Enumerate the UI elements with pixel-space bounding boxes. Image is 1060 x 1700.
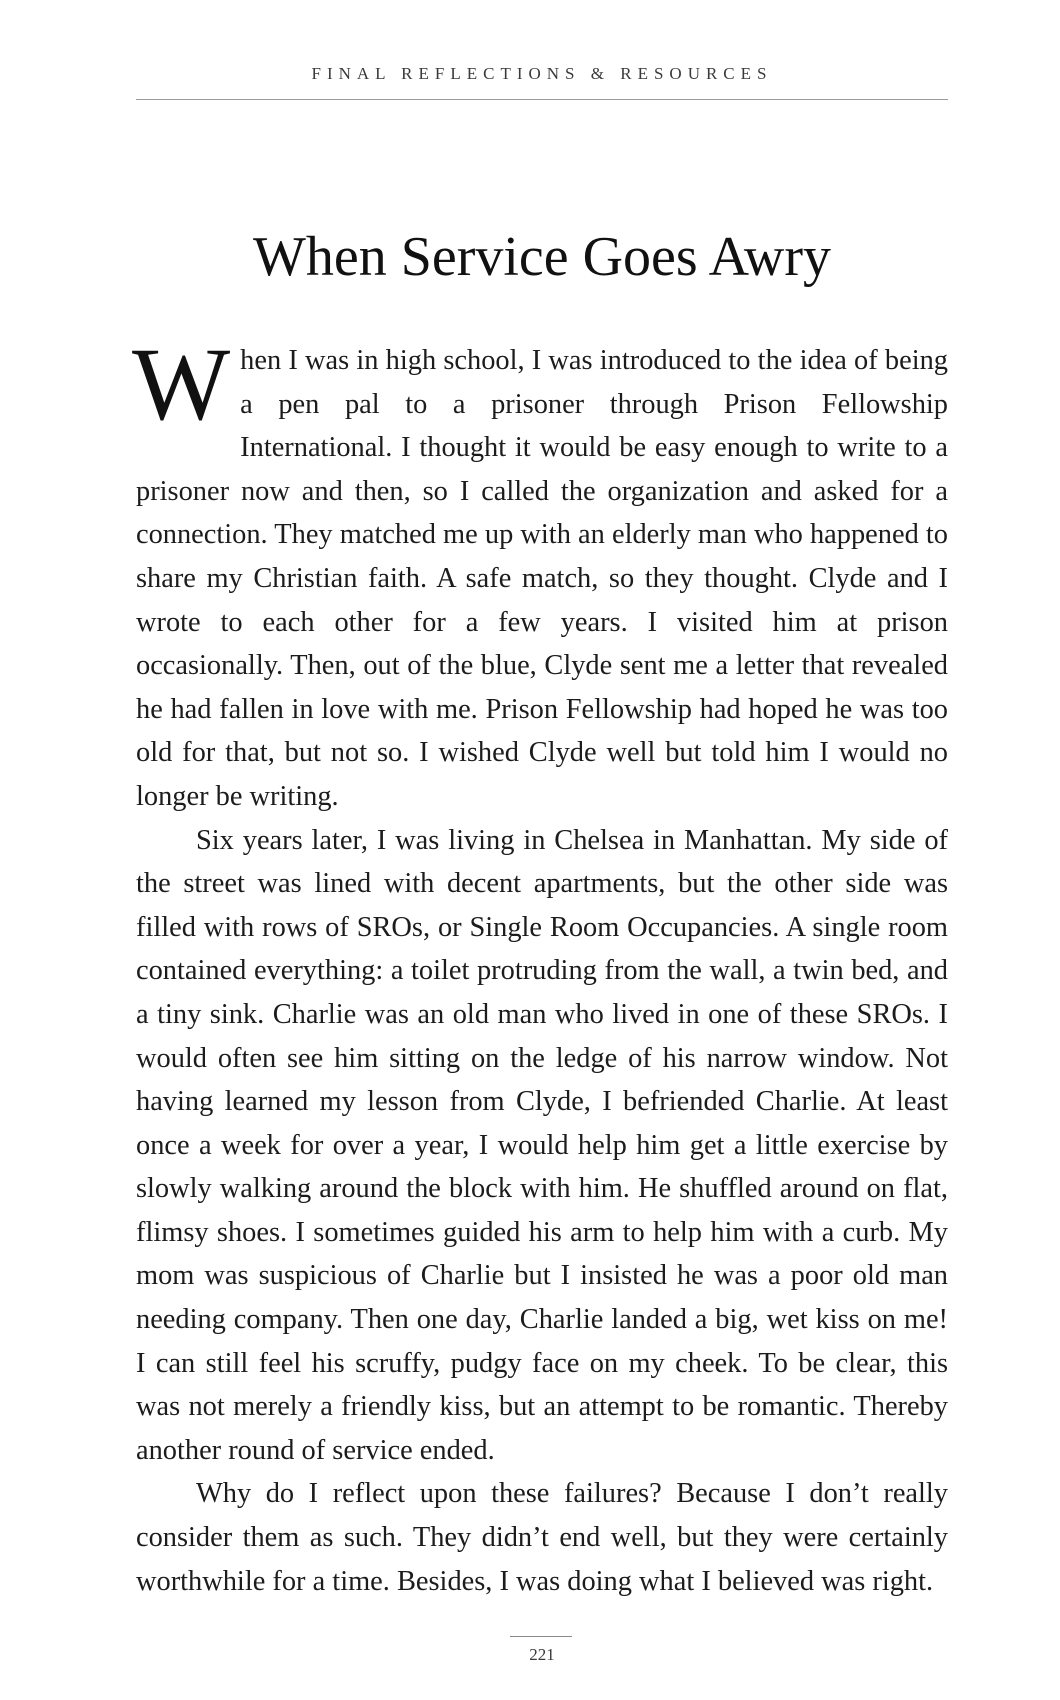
drop-cap: W (132, 327, 231, 442)
page-number: 221 (529, 1645, 555, 1664)
running-head: FINAL REFLECTIONS & RESOURCES (311, 64, 773, 83)
folio-rule (510, 1636, 572, 1637)
paragraph-2: Six years later, I was living in Chelsea in Manhattan. My side of the street was lined with decent apartments, but the other side was filled with rows of SROs, or Single Room Occupancies. A single room contained everything: a toilet protruding from the wall, a twin bed, and a tiny sink. Charlie was an old man who lived in one of these SROs. I would often see him sitting on the ledge of his narrow window. Not having learned my lesson from Clyde, I befriended Charlie. At least once a week for over a year, I would help him get a little exercise by slowly walking around the block with him. He shuffled around on flat, flimsy shoes. I sometimes guided his arm to help him with a curb. My mom was suspicious of Charlie but I insisted he was a poor old man needing company. Then one day, Charlie landed a big, wet kiss on me! I can still feel his scruffy, pudgy face on my cheek. To be clear, this was not merely a friendly kiss, but an attempt to be romantic. Thereby another round of service ended. (136, 824, 948, 1466)
chapter-title: When Service Goes Awry (252, 226, 832, 288)
paragraph-1 (132, 327, 948, 819)
paragraph-3: Why do I reflect upon these failures? Because I don’t really consider them as such. They didn’t end well, but they were certainly worthwhile for a time. Besides, I was doing what I believed was right. (136, 1478, 948, 1597)
paragraph-1-text: hen I was in high school, I was introduced to the idea of being a pen pal to a prisoner through Prison Fellowship International. I thought it would be easy enough to write to a prisoner now and then, so I called the organization and asked for a connection. They matched me up with an elderly man who happened to share my Christian faith. A safe match, so they thought. Clyde and I wrote to each other for a few years. I visited him at prison occasionally. Then, out of the blue, Clyde sent me a letter that revealed he had fallen in love with me. Prison Fellowship had hoped he was too old for that, but not so. I wished Clyde well but told him I would no longer be writing. (136, 345, 948, 812)
body-text (132, 327, 948, 1603)
header-rule (136, 99, 948, 100)
